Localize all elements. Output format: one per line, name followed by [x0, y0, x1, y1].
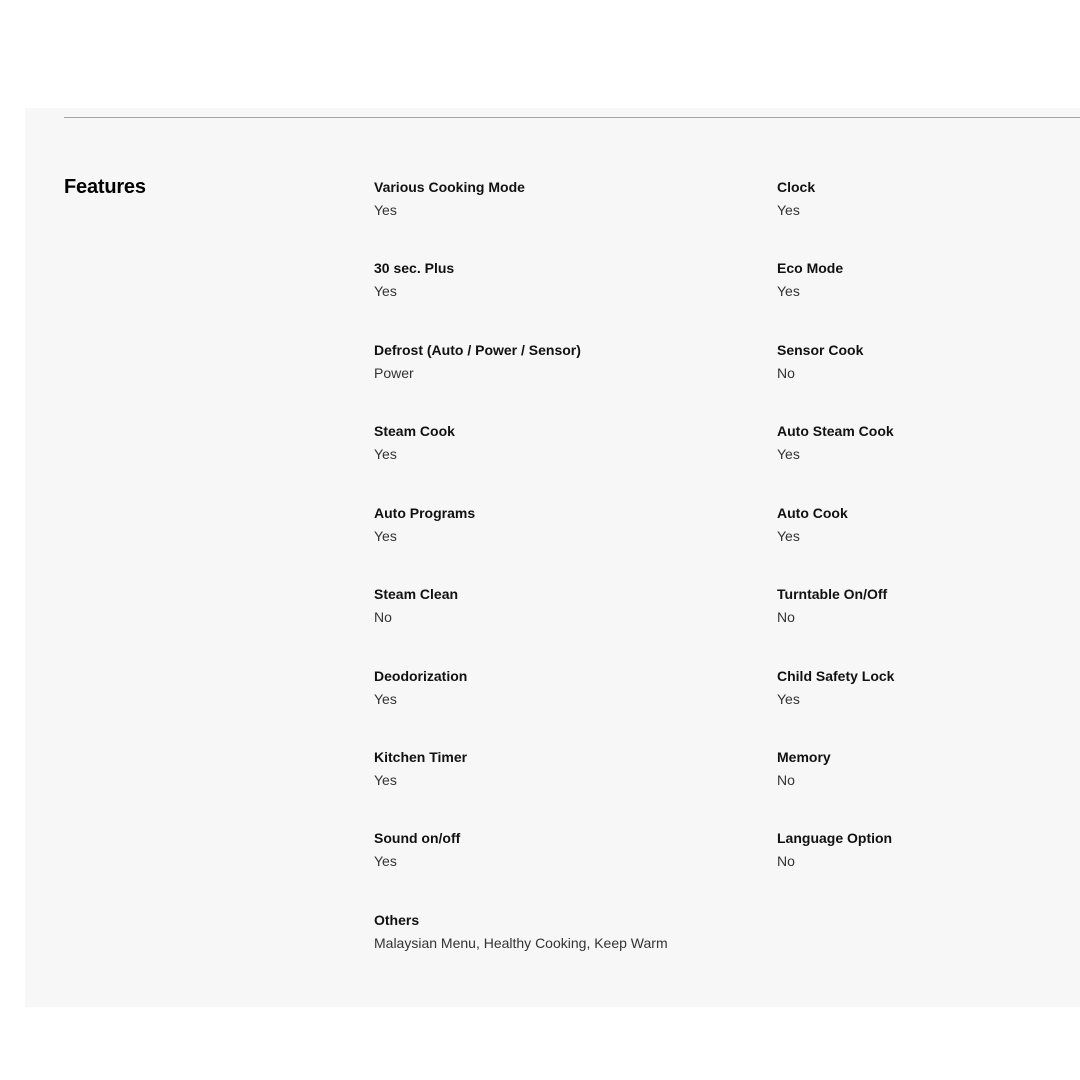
spec-label: Auto Programs	[374, 505, 476, 521]
spec-label: Deodorization	[374, 668, 468, 684]
spec-value: Yes	[374, 446, 397, 462]
spec-kitchen-timer	[374, 748, 734, 789]
spec-others	[374, 911, 734, 952]
spec-value: No	[777, 609, 795, 625]
spec-value: Power	[374, 365, 414, 381]
spec-value: Yes	[777, 528, 800, 544]
section-title: Features	[64, 176, 146, 198]
spec-auto-cook	[777, 504, 1080, 545]
spec-eco-mode	[777, 259, 1080, 300]
spec-sound-on-off	[374, 829, 734, 870]
spec-label: Kitchen Timer	[374, 749, 468, 765]
spec-label: Eco Mode	[777, 260, 844, 276]
spec-label: Clock	[777, 179, 816, 195]
spec-label: Steam Clean	[374, 586, 459, 602]
spec-label: Auto Cook	[777, 505, 848, 521]
spec-deodorization	[374, 667, 734, 708]
spec-label: Sensor Cook	[777, 342, 864, 358]
spec-defrost	[374, 341, 734, 382]
spec-memory	[777, 748, 1080, 789]
spec-value: Yes	[374, 853, 397, 869]
spec-label: Steam Cook	[374, 423, 455, 439]
spec-label: Various Cooking Mode	[374, 179, 525, 195]
spec-value: Malaysian Menu, Healthy Cooking, Keep Warm	[374, 935, 668, 951]
specs-panel	[25, 108, 1080, 1007]
spec-auto-steam-cook	[777, 422, 1080, 463]
spec-label: 30 sec. Plus	[374, 260, 455, 276]
spec-turntable-on-off	[777, 585, 1080, 626]
spec-value: Yes	[777, 283, 800, 299]
spec-value: No	[777, 853, 795, 869]
spec-label: Language Option	[777, 830, 893, 846]
spec-value: No	[777, 772, 795, 788]
spec-label: Sound on/off	[374, 830, 461, 846]
spec-value: No	[374, 609, 392, 625]
spec-language-option	[777, 829, 1080, 870]
spec-value: Yes	[374, 772, 397, 788]
spec-30-sec-plus	[374, 259, 734, 300]
spec-value: Yes	[374, 202, 397, 218]
spec-label: Turntable On/Off	[777, 586, 888, 602]
spec-clock	[777, 178, 1080, 219]
spec-auto-programs	[374, 504, 734, 545]
spec-value: Yes	[777, 202, 800, 218]
spec-value: No	[777, 365, 795, 381]
spec-label: Others	[374, 912, 420, 928]
spec-label: Child Safety Lock	[777, 668, 895, 684]
spec-value: Yes	[777, 691, 800, 707]
spec-label: Auto Steam Cook	[777, 423, 894, 439]
spec-various-cooking-mode	[374, 178, 734, 219]
spec-value: Yes	[374, 283, 397, 299]
spec-value: Yes	[374, 691, 397, 707]
spec-steam-clean	[374, 585, 734, 626]
spec-label: Memory	[777, 749, 831, 765]
spec-sensor-cook	[777, 341, 1080, 382]
spec-value: Yes	[777, 446, 800, 462]
spec-steam-cook	[374, 422, 734, 463]
section-divider	[64, 117, 1080, 118]
spec-label: Defrost (Auto / Power / Sensor)	[374, 342, 581, 358]
spec-value: Yes	[374, 528, 397, 544]
spec-child-safety-lock	[777, 667, 1080, 708]
